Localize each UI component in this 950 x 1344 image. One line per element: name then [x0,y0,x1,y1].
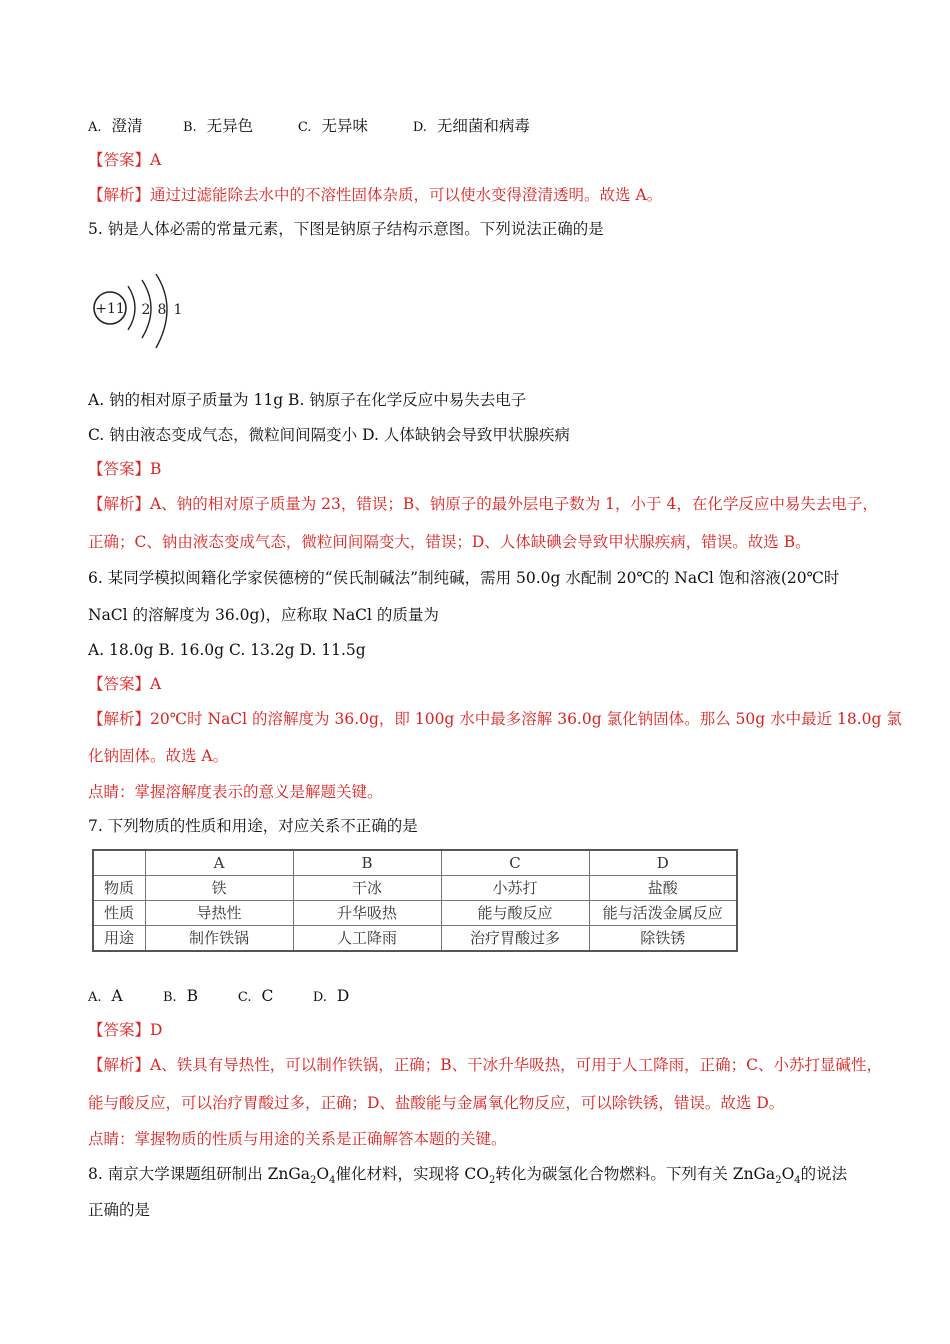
analysis-text: A、钠的相对原子质量为 23，错误；B、钠原子的最外层电子数为 1，小于 4，在化学反应中易失去电子， [150,495,878,513]
q7-option-b [163,985,233,1009]
option-text: D [336,987,350,1005]
q4-answer [88,149,872,171]
table-row-label: 用途 [93,926,145,952]
q8-stem-part: 催化材料，实现将 CO [335,1165,489,1183]
q4-option-c [298,115,408,139]
subscript: 2 [489,1175,496,1187]
table-row [93,876,737,901]
answer-value: D [150,1021,163,1039]
shell-electrons-1: 2 [141,302,151,318]
table-row [93,901,737,926]
q7-stem: 7. 下列物质的性质和用途，对应关系不正确的是 [88,817,418,835]
q6-analysis-line1 [88,708,902,730]
q7-analysis-line1 [88,1054,882,1076]
electron-shell-1 [128,286,135,330]
shell-electrons-3: 1 [173,302,183,318]
q8-stem-line1 [88,1163,872,1192]
q5-analysis-line1 [88,493,878,515]
q8-stem-part: 转化为碳氢化合物燃料。下列有关 ZnGa [495,1165,776,1183]
option-text: 澄清 [111,117,143,135]
table-cell: 小苏打 [441,876,589,901]
table-header-cell: B [293,850,441,876]
q5-stem: 5. 钠是人体必需的常量元素，下图是钠原子结构示意图。下列说法正确的是 [88,220,604,238]
properties-table [92,849,738,952]
shell-electrons-2: 8 [157,302,167,318]
option-text: 无异色 [206,117,254,135]
analysis-tag: 【解析】 [88,186,151,204]
table-row [93,926,737,952]
option-label: D. [412,120,427,135]
answer-value: B [150,460,162,478]
answer-value: A [150,675,162,693]
q6-analysis-line2: 化钠固体。故选 A。 [88,747,229,765]
q5-answer [88,458,872,480]
analysis-tag: 【解析】 [88,710,151,728]
q4-option-d [413,115,530,139]
q7-options [88,985,872,1009]
subscript: 4 [329,1175,336,1187]
option-label: A. [88,990,102,1005]
option-text: C [261,987,274,1005]
table-cell: 铁 [145,876,293,901]
analysis-tag: 【解析】 [88,1056,151,1074]
q8-stem-part: O [781,1165,795,1183]
table-header-row [93,850,737,876]
q7-answer [88,1019,872,1041]
option-text: 无异味 [321,117,369,135]
answer-value: A [150,151,162,169]
table-header-cell: A [145,850,293,876]
option-text: 无细菌和病毒 [436,117,530,135]
q5-options-line2: C. 钠由液态变成气态，微粒间间隔变小 D. 人体缺钠会导致甲状腺疾病 [88,426,570,444]
table-cell: 导热性 [145,901,293,926]
analysis-text: A、铁具有导热性，可以制作铁锅，正确；B、干冰升华吸热，可用于人工降雨，正确；C、小苏打显碱性， [150,1056,882,1074]
q5-analysis-line2: 正确；C、钠由液态变成气态，微粒间间隔变大，错误；D、人体缺碘会导致甲状腺疾病，错误。故选 B。 [88,533,811,551]
table-cell: 升华吸热 [293,901,441,926]
table-cell: 治疗胃酸过多 [441,926,589,952]
q6-stem-line2: NaCl 的溶解度为 36.0g)，应称取 NaCl 的质量为 [88,606,439,624]
table-header-cell: D [589,850,737,876]
q6-stem-line1: 6. 某同学模拟闽籍化学家侯德榜的“侯氏制碱法”制纯碱，需用 50.0g 水配制 20℃的 NaCl 饱和溶液(20℃时 [88,569,840,587]
q6-options: A. 18.0g B. 16.0g C. 13.2g D. 11.5g [88,641,366,659]
q8-stem-line2: 正确的是 [88,1201,151,1219]
table-cell: 能与活泼金属反应 [589,901,737,926]
analysis-text: 20℃时 NaCl 的溶解度为 36.0g，即 100g 水中最多溶解 36.0g 氯化钠固体。那么 50g 水中最近 18.0g 氯 [150,710,902,728]
q8-stem-part: 的说法 [800,1165,848,1183]
q7-analysis-line2: 能与酸反应，可以治疗胃酸过多，正确；D、盐酸能与金属氧化物反应，可以除铁锈，错误。故选 D。 [88,1094,785,1112]
answer-tag: 【答案】 [88,460,151,478]
q7-tip: 点睛：掌握物质的性质与用途的关系是正确解答本题的关键。 [88,1130,507,1148]
table-cell: 干冰 [293,876,441,901]
q6-answer [88,673,872,695]
q7-option-c [238,985,308,1009]
subscript: 4 [794,1175,801,1187]
q4-option-a [88,115,178,139]
q7-option-d [313,985,350,1009]
table-cell: 盐酸 [589,876,737,901]
q8-stem-part: 8. 南京大学课题组研制出 ZnGa [88,1165,311,1183]
analysis-tag: 【解析】 [88,495,151,513]
q4-options [88,115,872,139]
q4-analysis [88,184,872,206]
table-cell: 制作铁锅 [145,926,293,952]
table-cell: 除铁锈 [589,926,737,952]
option-label: D. [312,990,327,1005]
q6-tip: 点睛：掌握溶解度表示的意义是解题关键。 [88,783,383,801]
option-text: B [186,987,199,1005]
option-label: C. [297,120,312,135]
option-text: A [111,987,123,1005]
answer-tag: 【答案】 [88,151,151,169]
option-label: A. [88,120,102,135]
answer-tag: 【答案】 [88,1021,151,1039]
option-label: C. [237,990,252,1005]
table-cell: 能与酸反应 [441,901,589,926]
table-header-cell [93,850,145,876]
analysis-text: 通过过滤能除去水中的不溶性固体杂质，可以使水变得澄清透明。故选 A。 [150,186,663,204]
q5-options-line1: A. 钠的相对原子质量为 11g B. 钠原子在化学反应中易失去电子 [88,391,527,409]
table-row-label: 性质 [93,901,145,926]
answer-tag: 【答案】 [88,675,151,693]
q8-stem-part: O [316,1165,330,1183]
option-label: B. [182,120,197,135]
subscript: 2 [310,1175,317,1187]
sodium-atom-diagram [90,272,200,354]
table-header-cell: C [441,850,589,876]
option-label: B. [162,990,177,1005]
q7-option-a [88,985,158,1009]
subscript: 2 [775,1175,782,1187]
table-cell: 人工降雨 [293,926,441,952]
q4-option-b [183,115,293,139]
nucleus-label: +11 [95,301,125,317]
table-row-label: 物质 [93,876,145,901]
